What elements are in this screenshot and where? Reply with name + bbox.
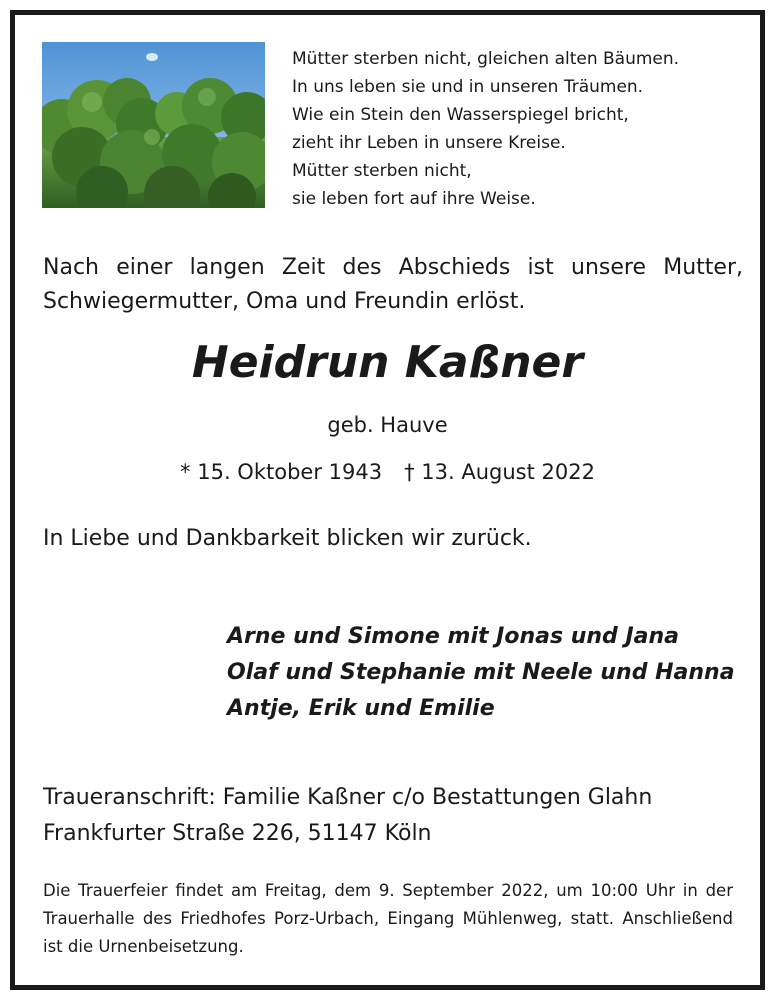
- life-dates: [15, 460, 760, 484]
- poem: [292, 45, 679, 213]
- poem-line: zieht ihr Leben in unsere Kreise.: [292, 133, 566, 153]
- tree-canopy-photo: [42, 42, 265, 208]
- obituary-notice: [10, 10, 765, 990]
- family-line: Olaf und Stephanie mit Neele und Hanna: [227, 660, 735, 685]
- poem-line: sie leben fort auf ihre Weise.: [292, 189, 536, 209]
- death-date: † 13. August 2022: [404, 460, 595, 484]
- family-list: [227, 619, 735, 727]
- intro-text: Nach einer langen Zeit des Abschieds ist unsere Mutter, Schwiegermutter, Oma und Freundin erlöst.: [43, 255, 743, 314]
- birth-date: * 15. Oktober 1943: [180, 460, 383, 484]
- deceased-name: Heidrun Kaßner: [191, 337, 584, 388]
- thanks-text: In Liebe und Dankbarkeit blicken wir zurück.: [43, 526, 532, 551]
- poem-line: Mütter sterben nicht, gleichen alten Bäumen.: [292, 49, 680, 69]
- maiden-name: geb. Hauve: [327, 413, 448, 437]
- mourning-address: [43, 780, 652, 852]
- poem-line: In uns leben sie und in unseren Träumen.: [292, 77, 644, 97]
- family-line: Arne und Simone mit Jonas und Jana: [227, 624, 679, 649]
- funeral-service-info: Die Trauerfeier findet am Freitag, dem 9. September 2022, um 10:00 Uhr in der Trauerhalle des Friedhofes Porz-Urbach, Eingang Mühlenweg, statt. Anschließend ist die Urnenbeisetzung.: [43, 881, 733, 956]
- poem-line: Mütter sterben nicht,: [292, 161, 472, 181]
- address-line: Frankfurter Straße 226, 51147 Köln: [43, 821, 432, 846]
- poem-line: Wie ein Stein den Wasserspiegel bricht,: [292, 105, 629, 125]
- family-line: Antje, Erik und Emilie: [227, 696, 495, 721]
- address-line: Traueranschrift: Familie Kaßner c/o Bestattungen Glahn: [43, 785, 653, 810]
